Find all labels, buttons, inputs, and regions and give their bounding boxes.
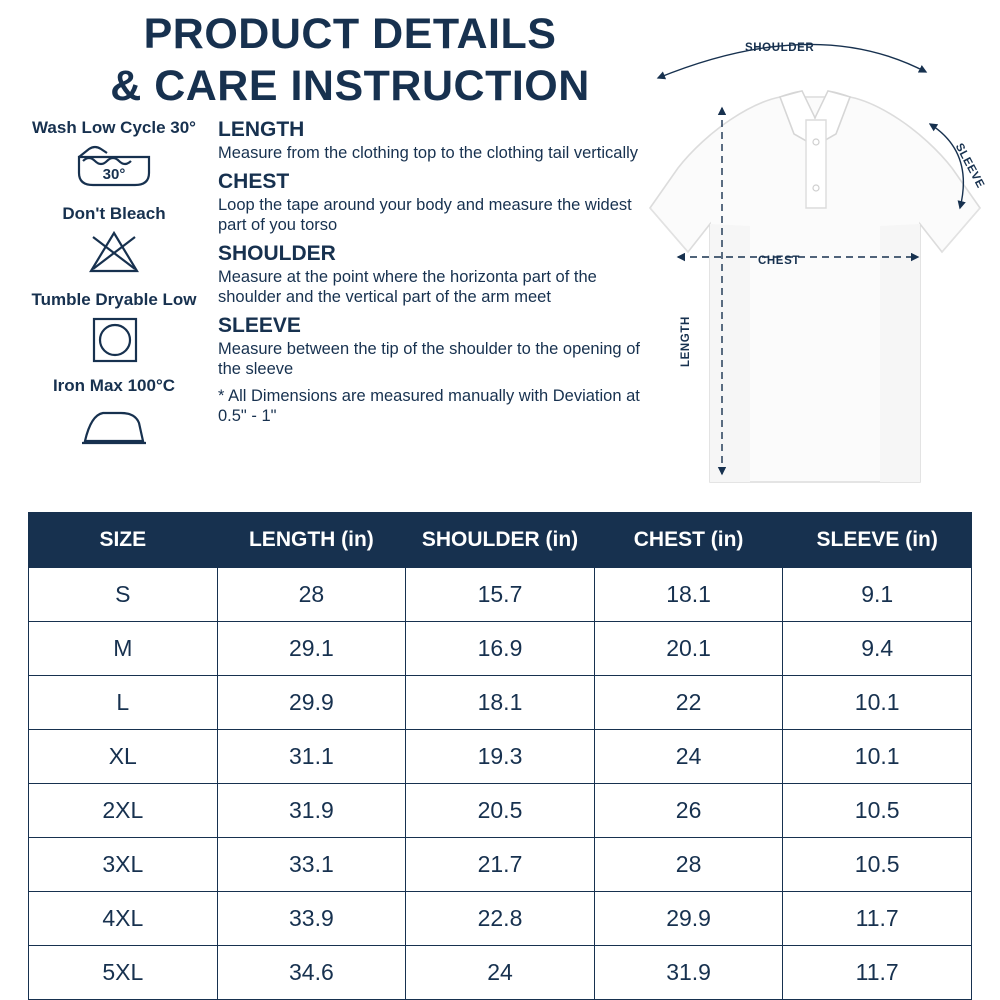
polo-shirt-diagram xyxy=(630,12,1000,502)
cell-length: 33.9 xyxy=(217,892,406,946)
table-header-shoulder: SHOULDER (in) xyxy=(406,513,595,568)
instruction-shoulder xyxy=(218,242,648,307)
care-label-iron: Iron Max 100°C xyxy=(52,376,176,395)
care-label-wash: Wash Low Cycle 30° xyxy=(32,118,196,137)
cell-sleeve: 11.7 xyxy=(783,892,972,946)
cell-shoulder: 21.7 xyxy=(406,838,595,892)
cell-length: 28 xyxy=(217,568,406,622)
cell-sleeve: 10.5 xyxy=(783,838,972,892)
instruction-text-shoulder: Measure at the point where the horizonta part of the shoulder and the vertical part of the arm meet xyxy=(218,268,597,306)
page-title xyxy=(70,8,630,112)
cell-sleeve: 9.4 xyxy=(783,622,972,676)
instruction-sleeve xyxy=(218,314,648,379)
care-label-tumble-dry: Tumble Dryable Low xyxy=(31,290,197,309)
cell-sleeve: 11.7 xyxy=(783,946,972,1000)
instruction-text-chest: Loop the tape around your body and measure the widest part of you torso xyxy=(218,196,632,234)
instruction-length xyxy=(218,118,648,163)
cell-size: 4XL xyxy=(29,892,218,946)
cell-size: S xyxy=(29,568,218,622)
size-chart-table xyxy=(28,512,972,1000)
cell-length: 33.1 xyxy=(217,838,406,892)
instruction-text-sleeve: Measure between the tip of the shoulder to the opening of the sleeve xyxy=(218,340,640,378)
cell-shoulder: 19.3 xyxy=(406,730,595,784)
cell-shoulder: 18.1 xyxy=(406,676,595,730)
cell-chest: 28 xyxy=(594,838,783,892)
instruction-heading-sleeve: SLEEVE xyxy=(218,314,301,337)
cell-length: 31.1 xyxy=(217,730,406,784)
iron-icon xyxy=(14,396,214,452)
table-row xyxy=(29,676,972,730)
diagram-label-sleeve: SLEEVE xyxy=(952,141,987,191)
table-header-sleeve: SLEEVE (in) xyxy=(783,513,972,568)
instruction-heading-chest: CHEST xyxy=(218,170,290,193)
cell-sleeve: 10.1 xyxy=(783,730,972,784)
instruction-heading-length: LENGTH xyxy=(218,118,305,141)
diagram-label-chest: CHEST xyxy=(758,255,800,267)
cell-chest: 20.1 xyxy=(594,622,783,676)
care-item-bleach xyxy=(14,204,214,280)
cell-chest: 24 xyxy=(594,730,783,784)
table-row xyxy=(29,838,972,892)
cell-sleeve: 10.1 xyxy=(783,676,972,730)
tumble-dry-icon xyxy=(14,310,214,366)
cell-shoulder: 22.8 xyxy=(406,892,595,946)
cell-shoulder: 15.7 xyxy=(406,568,595,622)
table-row xyxy=(29,622,972,676)
cell-shoulder: 24 xyxy=(406,946,595,1000)
page-title-line2: & CARE INSTRUCTION xyxy=(110,62,590,110)
page-title-line1: PRODUCT DETAILS xyxy=(143,10,557,58)
cell-size: L xyxy=(29,676,218,730)
instruction-heading-shoulder: SHOULDER xyxy=(218,242,336,265)
table-header-chest: CHEST (in) xyxy=(594,513,783,568)
svg-text:30°: 30° xyxy=(102,166,126,183)
cell-length: 29.9 xyxy=(217,676,406,730)
cell-size: 5XL xyxy=(29,946,218,1000)
instruction-text-length: Measure from the clothing top to the clothing tail vertically xyxy=(218,144,639,162)
diagram-label-shoulder: SHOULDER xyxy=(745,42,815,54)
diagram-label-length: LENGTH xyxy=(680,316,692,367)
cell-sleeve: 10.5 xyxy=(783,784,972,838)
cell-length: 29.1 xyxy=(217,622,406,676)
polo-shirt-illustration xyxy=(630,12,1000,502)
cell-chest: 31.9 xyxy=(594,946,783,1000)
size-chart-table-wrapper xyxy=(28,512,972,1000)
care-item-iron xyxy=(14,376,214,452)
table-header-row xyxy=(29,513,972,568)
care-instructions-column xyxy=(14,118,214,462)
table-row xyxy=(29,892,972,946)
deviation-note: * All Dimensions are measured manually with Deviation at 0.5" - 1" xyxy=(218,387,640,425)
cell-size: 2XL xyxy=(29,784,218,838)
cell-chest: 22 xyxy=(594,676,783,730)
cell-chest: 26 xyxy=(594,784,783,838)
table-row xyxy=(29,730,972,784)
care-item-wash xyxy=(14,118,214,194)
measurement-instructions xyxy=(218,118,648,426)
care-item-tumble-dry xyxy=(14,290,214,366)
wash-tub-icon xyxy=(14,138,214,194)
cell-chest: 18.1 xyxy=(594,568,783,622)
cell-shoulder: 20.5 xyxy=(406,784,595,838)
table-header-length: LENGTH (in) xyxy=(217,513,406,568)
cell-length: 34.6 xyxy=(217,946,406,1000)
instruction-chest xyxy=(218,170,648,235)
cell-chest: 29.9 xyxy=(594,892,783,946)
cell-size: XL xyxy=(29,730,218,784)
cell-length: 31.9 xyxy=(217,784,406,838)
table-row xyxy=(29,568,972,622)
cell-sleeve: 9.1 xyxy=(783,568,972,622)
care-label-bleach: Don't Bleach xyxy=(62,204,166,223)
table-row xyxy=(29,946,972,1000)
table-header-size: SIZE xyxy=(29,513,218,568)
no-bleach-triangle-icon xyxy=(14,224,214,280)
cell-size: 3XL xyxy=(29,838,218,892)
cell-shoulder: 16.9 xyxy=(406,622,595,676)
table-row xyxy=(29,784,972,838)
cell-size: M xyxy=(29,622,218,676)
